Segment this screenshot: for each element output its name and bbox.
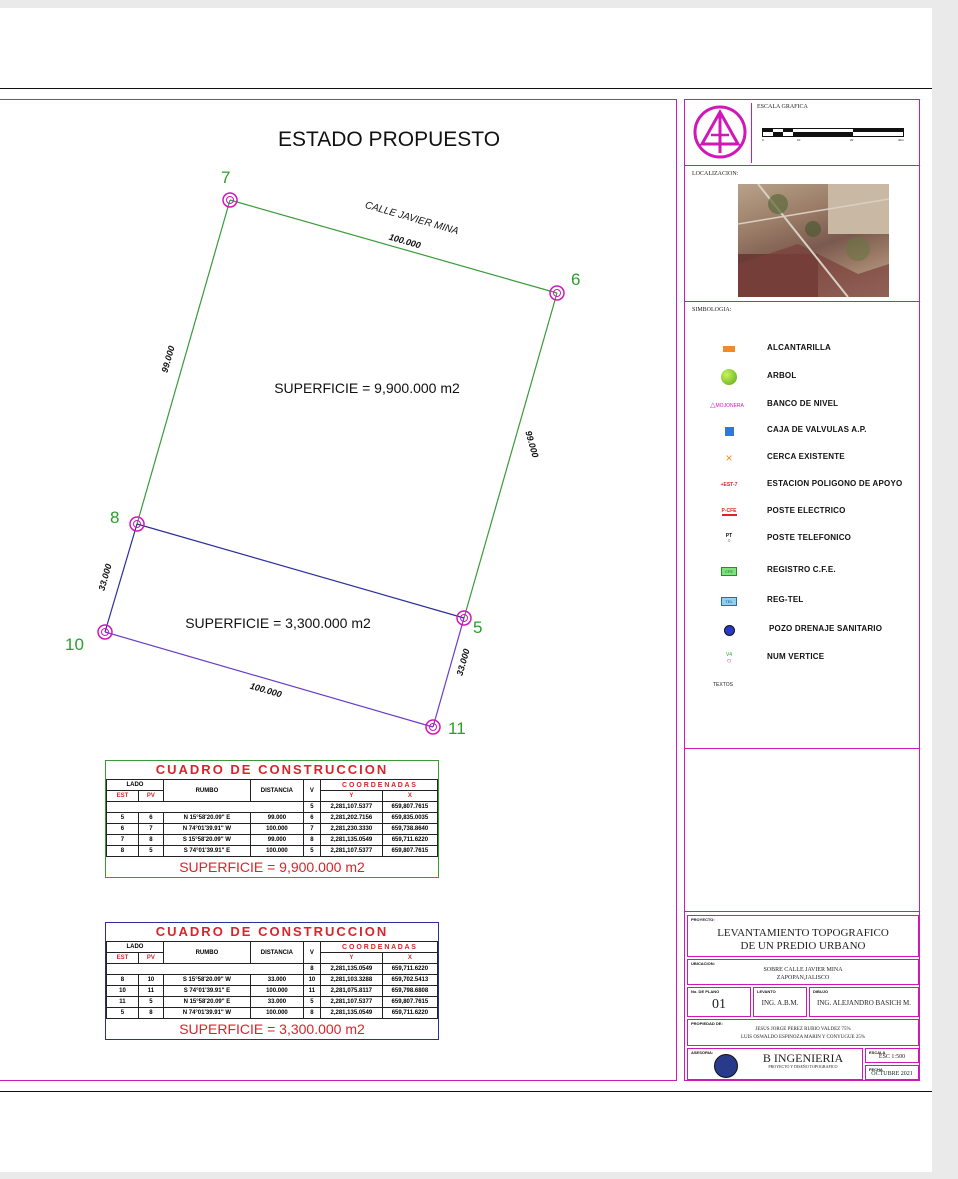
plan-row — [687, 987, 919, 1017]
graphic-scale — [762, 128, 904, 137]
culvert-icon — [723, 346, 735, 352]
tree-icon — [721, 369, 737, 385]
scale-box: ESCALA ESC 1:500 — [865, 1048, 919, 1063]
col-lado: LADO — [107, 942, 164, 953]
company-box: ASESORIA: B INGENIERIA PROYECTO Y DISEÑO TOPOGRAFICO — [687, 1048, 863, 1080]
table-row: 8 10 S 15°58'20.09" W 33.000 10 2,281,103.3288 659,702.5413 — [107, 975, 438, 986]
textos-label: TEXTOS — [713, 682, 733, 688]
dim-top: 100.000 — [387, 231, 422, 251]
legend-item: ARBOL — [685, 368, 921, 386]
legend-item: TEL REG-TEL — [685, 592, 921, 610]
col-pv: PV — [138, 791, 163, 802]
table-row: 7 8 S 15°58'20.09" W 99.000 8 2,281,135.0549 659,711.6220 — [107, 835, 438, 846]
date-box: FECHA OCTUBRE 2021 — [865, 1065, 919, 1080]
benchmark-icon: △MOJONERA — [710, 402, 744, 409]
table-row: 8 2,281,135.0549 659,711.6220 — [107, 964, 438, 975]
edge-10-11 — [105, 632, 433, 727]
company-badge-icon — [714, 1054, 738, 1078]
company-name: B INGENIERIA — [762, 1051, 844, 1065]
legend-item: CFE REGISTRO C.F.E. — [685, 562, 921, 580]
dim-right-lower: 33.000 — [454, 647, 472, 677]
company-logo-icon — [691, 103, 752, 163]
area-upper: SUPERFICIE = 9,900.000 m2 — [274, 380, 460, 396]
vertex-6-label: 6 — [571, 270, 581, 289]
construction-table-upper — [105, 760, 439, 878]
table-title: CUADRO DE CONSTRUCCION — [155, 924, 389, 939]
notes-section — [685, 749, 919, 912]
vertex-icon: V4 ○ — [725, 651, 733, 665]
dim-left-lower: 33.000 — [96, 562, 114, 592]
legend-item: V4 ○ NUM VERTICE — [725, 651, 825, 665]
drawn-by-box: DIBUJO ING. ALEJANDRO BASICH M. — [809, 987, 919, 1017]
location-map-image — [738, 184, 889, 297]
vertex-11-label: 11 — [448, 719, 466, 738]
street-label: CALLE JAVIER MINA — [363, 199, 460, 238]
vertex-8-label: 8 — [110, 508, 120, 527]
col-y: Y — [320, 953, 382, 964]
table-row: 6 7 N 74°01'39.91" W 100.000 7 2,281,230.3330 659,738.8640 — [107, 824, 438, 835]
col-y: Y — [320, 791, 382, 802]
main-drawing-panel — [0, 99, 677, 1081]
table-row: 5 6 N 15°58'20.09" E 99.000 6 2,281,202.7156 659,835.0035 — [107, 813, 438, 824]
cfe-register-icon: CFE — [721, 567, 737, 576]
col-rumbo: RUMBO — [163, 780, 250, 802]
surveyed-by-box: LEVANTO ING. A.B.M. — [753, 987, 807, 1017]
legend-item: ALCANTARILLA — [685, 340, 921, 358]
location-section — [685, 166, 919, 302]
area-lower: SUPERFICIE = 3,300.000 m2 — [185, 615, 371, 631]
col-distancia: DISTANCIA — [250, 780, 303, 802]
project-box: PROYECTO: LEVANTAMIENTO TOPOGRAFICO DE UN PREDIO URBANO — [687, 915, 919, 957]
scale-ticks: 0 10 20 40m — [762, 138, 904, 142]
col-v: V — [303, 780, 320, 802]
construction-table-lower — [105, 922, 439, 1040]
legend-item: POZO DRENAJE SANITARIO — [685, 621, 921, 639]
col-pv: PV — [138, 953, 163, 964]
col-lado: LADO — [107, 780, 164, 791]
table-row: 11 5 N 15°58'20.09" E 33.000 5 2,281,107.5377 659,807.7615 — [107, 997, 438, 1008]
table-row: 8 5 S 74°01'39.91" E 100.000 5 2,281,107.5377 659,807.7615 — [107, 846, 438, 857]
legend-item: PT ○ POSTE TELEFONICO — [725, 533, 852, 544]
symbology-section — [685, 302, 919, 749]
legend-item: +EST-7 ESTACION POLIGONO DE APOYO — [720, 479, 903, 488]
legend-item: × CERCA EXISTENTE — [725, 451, 845, 465]
electric-pole-icon: P-CFE — [721, 508, 737, 514]
col-rumbo: RUMBO — [163, 942, 250, 964]
edge-6-5 — [464, 293, 557, 618]
table-title: CUADRO DE CONSTRUCCION — [155, 762, 389, 777]
scale-section — [685, 100, 919, 166]
table-superficie: SUPERFICIE = 3,300.000 m2 — [179, 1021, 365, 1037]
col-coordenadas: C O O R D E N A D A S — [320, 780, 437, 791]
col-est: EST — [107, 953, 139, 964]
side-panel — [684, 99, 920, 1081]
manhole-icon — [724, 625, 735, 636]
valve-box-icon — [725, 427, 734, 436]
dim-right-upper: 99.000 — [523, 429, 541, 459]
legend-item: △MOJONERA BANCO DE NIVEL — [710, 399, 839, 409]
vertex-7-label: 7 — [221, 168, 231, 187]
company-row — [687, 1048, 919, 1080]
col-x: X — [382, 953, 437, 964]
edge-8-5 — [137, 524, 464, 618]
station-icon: +EST-7 — [720, 482, 738, 488]
col-distancia: DISTANCIA — [250, 942, 303, 964]
table-row: 5 2,281,107.5377 659,807.7615 — [107, 802, 438, 813]
table-row: 5 8 N 74°01'39.91" W 100.000 8 2,281,135.0549 659,711.6220 — [107, 1008, 438, 1019]
tel-register-icon: TEL — [721, 597, 736, 606]
plan-number-box: No. DE PLANO 01 — [687, 987, 751, 1017]
project-subtitle: DE UN PREDIO URBANO — [740, 940, 866, 952]
vertex-10-label: 10 — [65, 635, 84, 654]
owner-box: PROPIEDAD DE: JESUS JORGE PEREZ RUBIO VALDEZ 75% LUIS OSWALDO ESPINOZA MARIN Y CONYUGUE 25% — [687, 1019, 919, 1046]
table-row: 10 11 S 74°01'39.91" E 100.000 11 2,281,075.8117 659,798.6808 — [107, 986, 438, 997]
location-box: UBICACION: SOBRE CALLE JAVIER MINA ZAPOPAN,JALISCO — [687, 959, 919, 985]
col-coordenadas: C O O R D E N A D A S — [320, 942, 437, 953]
location-label: LOCALIZACION: — [692, 171, 739, 177]
col-v: V — [303, 942, 320, 964]
col-x: X — [382, 791, 437, 802]
col-est: EST — [107, 791, 139, 802]
table-superficie: SUPERFICIE = 9,900.000 m2 — [179, 859, 365, 875]
legend-item: CAJA DE VALVULAS A.P. — [685, 422, 921, 440]
fence-icon: × — [725, 451, 733, 465]
vertex-5-label: 5 — [473, 618, 483, 637]
legend-item: P-CFE POSTE ELECTRICO — [721, 506, 846, 515]
dim-left-upper: 99.000 — [159, 344, 177, 374]
project-title: LEVANTAMIENTO TOPOGRAFICO — [717, 927, 889, 939]
edge-7-8 — [137, 200, 230, 524]
phone-pole-icon: PT ○ — [725, 533, 733, 544]
symbology-label: SIMBOLOGIA: — [692, 307, 732, 313]
scale-label: ESCALA GRAFICA — [757, 104, 808, 110]
drawing-title: ESTADO PROPUESTO — [277, 128, 501, 151]
dim-bottom: 100.000 — [248, 680, 283, 700]
